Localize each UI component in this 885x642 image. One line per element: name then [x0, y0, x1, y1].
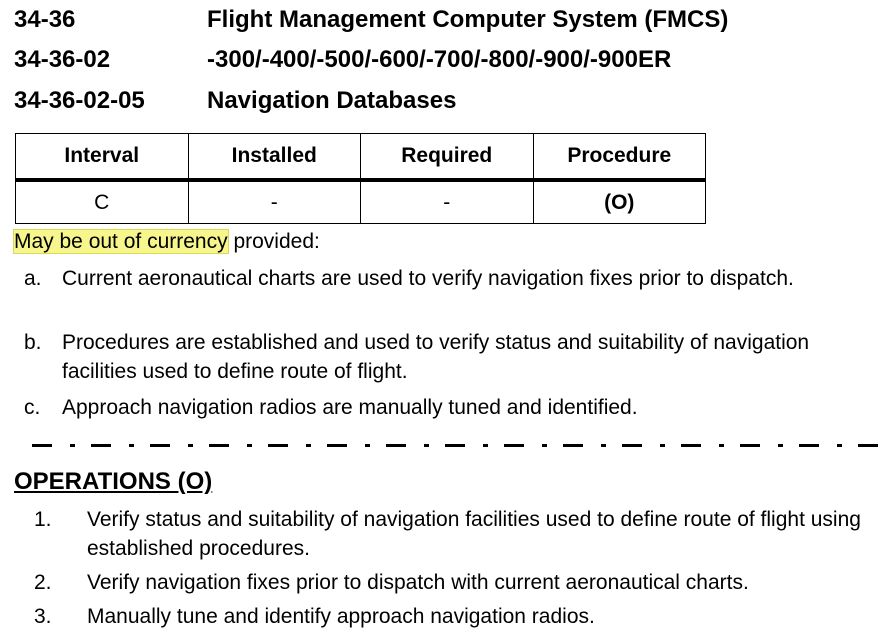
section-title: -300/-400/-500/-600/-700/-800/-900/-900ER	[207, 46, 672, 73]
condition-label: b.	[24, 331, 42, 354]
operation-number: 3.	[34, 605, 52, 628]
header-required: Required	[361, 134, 534, 181]
section-divider	[14, 444, 878, 447]
item-title: Navigation Databases	[207, 87, 457, 114]
condition-text: Procedures are established and used to verify status and suitability of navigation facilities used to define route of flight.	[62, 331, 810, 383]
item-code: 34-36-02-05	[14, 87, 145, 114]
chapter-code: 34-36	[14, 6, 76, 33]
cell-interval: C	[16, 180, 189, 224]
condition-label: c.	[24, 396, 41, 419]
cell-installed: -	[188, 180, 361, 224]
condition-text: Current aeronautical charts are used to verify navigation fixes prior to dispatch.	[62, 267, 794, 290]
table-row	[16, 180, 706, 224]
chapter-title: Flight Management Computer System (FMCS)	[207, 6, 729, 33]
remark	[14, 230, 320, 254]
condition-label: a.	[24, 267, 42, 290]
cell-required: -	[361, 180, 534, 224]
table-header-row	[16, 134, 706, 181]
operation-number: 1.	[34, 508, 52, 531]
section-code: 34-36-02	[14, 46, 111, 73]
operation-number: 2.	[34, 571, 52, 594]
header-interval: Interval	[16, 134, 189, 181]
remark-text: provided:	[227, 230, 320, 253]
operation-text: Verify navigation fixes prior to dispatch with current aeronautical charts.	[87, 571, 749, 594]
operation-text: Manually tune and identify approach navigation radios.	[87, 605, 595, 628]
operation-text: Verify status and suitability of navigation facilities used to define route of flight using established procedures.	[87, 508, 861, 560]
header-procedure: Procedure	[533, 134, 706, 181]
condition-text: Approach navigation radios are manually tuned and identified.	[62, 396, 638, 419]
cell-procedure: (O)	[533, 180, 706, 224]
remark-highlighted-text[interactable]: May be out of currency	[14, 230, 228, 253]
operations-heading: OPERATIONS (O)	[14, 468, 213, 495]
header-installed: Installed	[188, 134, 361, 181]
mel-table	[15, 133, 706, 224]
